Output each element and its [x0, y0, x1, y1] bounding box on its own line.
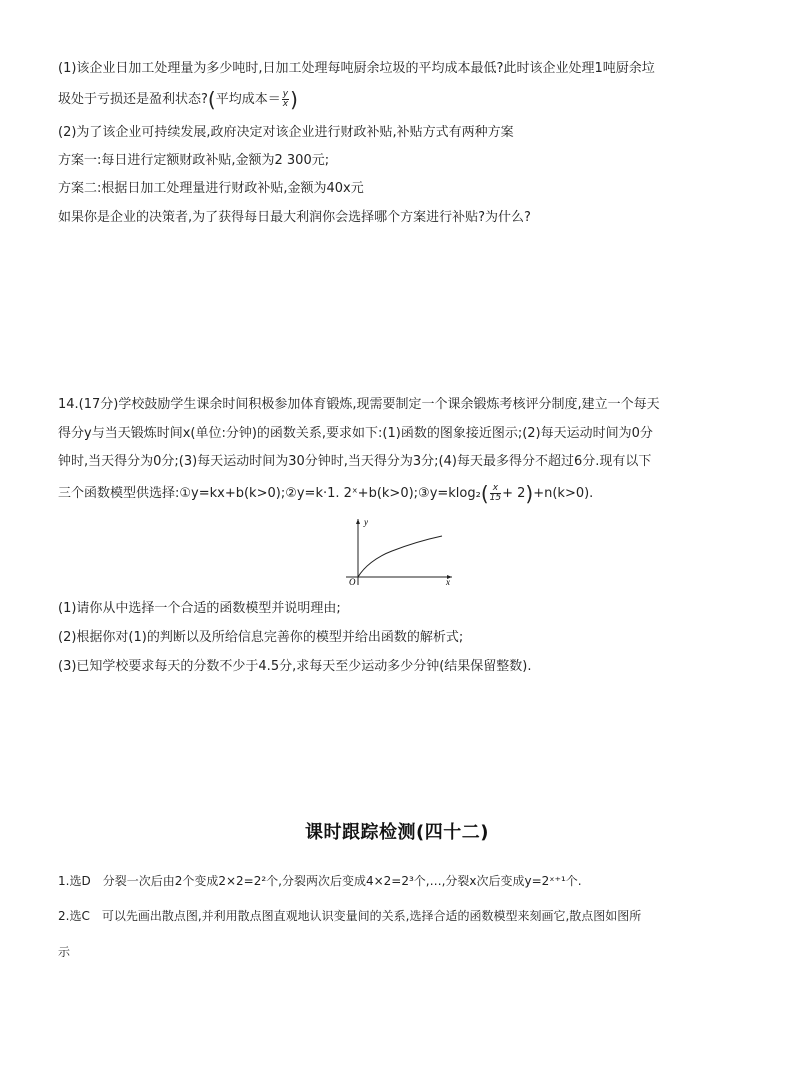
q14-sub1: (1)请你从中选择一个合适的函数模型并说明理由; [58, 601, 341, 616]
q14-sub3: (3)已知学校要求每天的分数不少于4.5分,求每天至少运动多少分钟(结果保留整数). [58, 659, 532, 674]
model3-fraction [490, 484, 501, 503]
fraction-denominator: 15 [489, 493, 502, 503]
q14-line4: 三个函数模型供选择:①y=kx+b(k>0);②y=k·1. 2ˣ+b(k>0);③y=klog₂( $\frac{x}{15}$ + 2)+n(k>0). [58, 481, 594, 506]
q14-line4-models: 三个函数模型供选择:①y=kx+b(k>0);②y=k·1. 2ˣ+b(k>0);③y=klog₂ [58, 486, 481, 501]
q14-line2: 得分y与当天锻炼时间x(单位:分钟)的函数关系,要求如下:(1)函数的图象接近图示;(2)每天运动时间为0分 [58, 426, 653, 441]
origin-label: O [349, 577, 356, 587]
q13-part1-line2-text: 圾处于亏损还是盈利状态? [58, 92, 208, 107]
fraction-numerator: y [282, 89, 289, 99]
q14-line3: 钟时,当天得分为0分;(3)每天运动时间为30分钟时,当天得分为3分;(4)每天最多得分不超过6分.现有以下 [58, 454, 652, 469]
function-curve [358, 536, 442, 577]
fraction-numerator: x [490, 484, 501, 494]
answer-2-line1: 2.选C 可以先画出散点图,并利用散点图直观地认识变量间的关系,选择合适的函数模型来刻画它,散点图如图所 [58, 909, 642, 923]
fraction-denominator: x [282, 99, 289, 109]
section-title: 课时跟踪检测(四十二) [305, 822, 489, 843]
q13-part1-line2: 圾处于亏损还是盈利状态?(平均成本＝ $\frac{y}{x}$ ) [58, 87, 298, 112]
x-axis-label: x [446, 577, 450, 587]
q13-part1-line1: (1)该企业日加工处理量为多少吨时,日加工处理每吨厨余垃圾的平均成本最低?此时该企业处理1吨厨余垃 [58, 61, 655, 76]
answer-1: 1.选D 分裂一次后由2个变成2×2=2²个,分裂两次后变成4×2=2³个,…,分裂x次后变成y=2ˣ⁺¹个. [58, 874, 582, 888]
y-axis-arrow-icon [356, 519, 360, 524]
average-cost-fraction [282, 90, 289, 109]
model3-inner-term: + 2 [502, 486, 526, 501]
y-axis-label: y [364, 517, 368, 527]
q13-hint-prefix: 平均成本＝ [215, 92, 281, 107]
q14-line4-tail: +n(k>0). [533, 486, 594, 501]
answer-2-line2: 示 [58, 945, 71, 959]
q14-sub2: (2)根据你对(1)的判断以及所给信息完善你的模型并给出函数的解析式; [58, 630, 464, 645]
q13-question: 如果你是企业的决策者,为了获得每日最大利润你会选择哪个方案进行补贴?为什么? [58, 210, 531, 225]
q13-plan2: 方案二:根据日加工处理量进行财政补贴,金额为40x元 [58, 181, 364, 196]
function-graph-figure [340, 515, 458, 587]
function-graph-svg [340, 515, 458, 587]
q14-line1: 14.(17分)学校鼓励学生课余时间积极参加体育锻炼,现需要制定一个课余锻炼考核评分制度,建立一个每天 [58, 397, 660, 412]
q13-plan1: 方案一:每日进行定额财政补贴,金额为2 300元; [58, 153, 330, 168]
q13-part2: (2)为了该企业可持续发展,政府决定对该企业进行财政补贴,补贴方式有两种方案 [58, 125, 514, 140]
